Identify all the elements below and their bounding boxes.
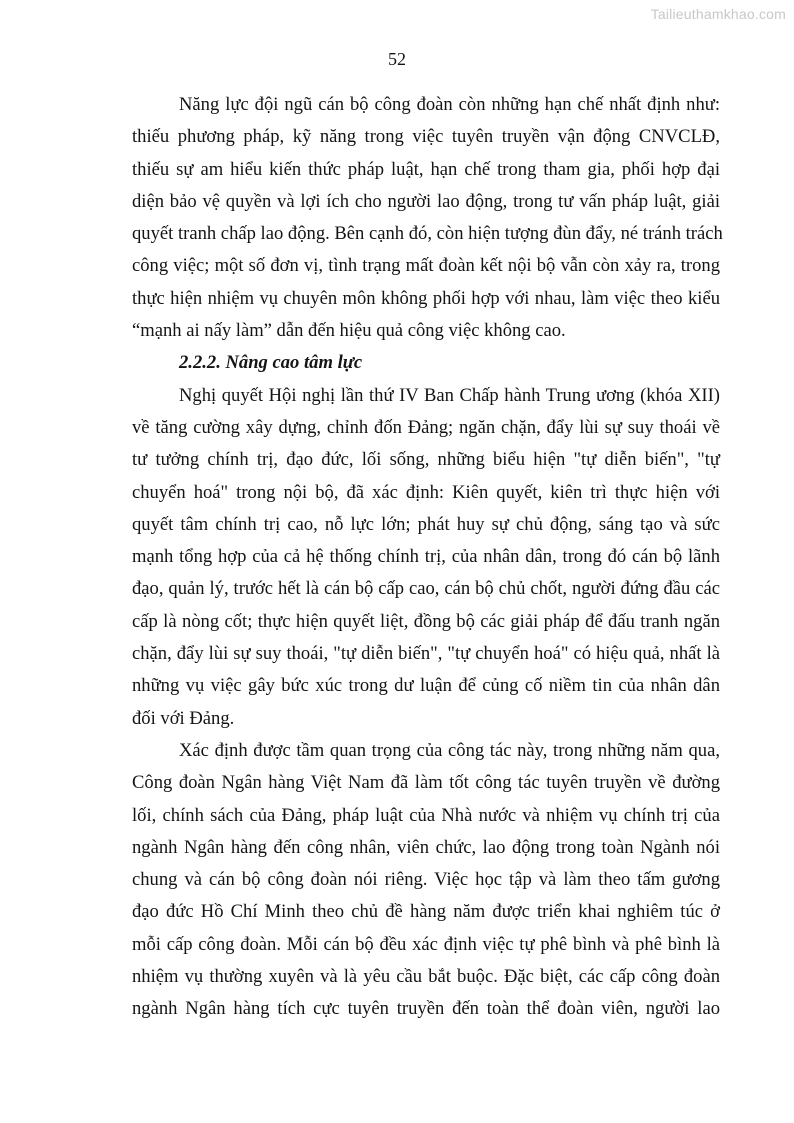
text-line: đạo đức Hồ Chí Minh theo chủ đề hàng năm được triển khai nghiêm túc ở [132,901,720,923]
paragraph-3 [132,735,720,1026]
text-line: đối với Đảng. [132,707,235,729]
text-line: diện bảo vệ quyền và lợi ích cho người lao động, trong tư vấn pháp luật, giải [132,190,720,212]
text-line: quyết tranh chấp lao động. Bên cạnh đó, còn hiện tượng đùn đẩy, né tránh trách [132,223,723,245]
text-line: cấp là nòng cốt; thực hiện quyết liệt, đồng bộ các giải pháp để đấu tranh ngăn [132,610,720,632]
text-line: những vụ việc gây bức xúc trong dư luận để củng cố niềm tin của nhân dân [132,675,720,697]
text-line: Nghị quyết Hội nghị lần thứ IV Ban Chấp hành Trung ương (khóa XII) [179,384,720,406]
text-line: ngành Ngân hàng tích cực tuyên truyền đến toàn thể đoàn viên, người lao [132,998,720,1020]
text-line: đạo, quản lý, trước hết là cán bộ cấp cao, cán bộ chủ chốt, người đứng đầu các [132,578,720,600]
text-line: “mạnh ai nấy làm” dẫn đến hiệu quả công việc không cao. [132,320,566,342]
text-line: thiếu sự am hiểu kiến thức pháp luật, hạn chế trong tham gia, phối hợp đại [132,158,720,180]
page-number: 52 [388,49,406,69]
text-line: công việc; một số đơn vị, tình trạng mất đoàn kết nội bộ vẫn còn xảy ra, trong [132,255,720,277]
section-heading: 2.2.2. Nâng cao tâm lực [179,352,363,374]
text-line: lối, chính sách của Đảng, pháp luật của Nhà nước và nhiệm vụ chính trị của [132,804,720,826]
text-line: nhiệm vụ thường xuyên và là yêu cầu bắt buộc. Đặc biệt, các cấp công đoàn [132,966,720,988]
text-line: thiếu phương pháp, kỹ năng trong việc tuyên truyền vận động CNVCLĐ, [132,126,720,148]
paragraph-1 [132,89,723,347]
text-line: Năng lực đội ngũ cán bộ công đoàn còn những hạn chế nhất định như: [179,94,720,115]
text-line: về tăng cường xây dựng, chỉnh đốn Đảng; ngăn chặn, đẩy lùi sự suy thoái về [132,416,720,438]
text-line: Xác định được tầm quan trọng của công tác này, trong những năm qua, [179,739,720,761]
paragraph-2 [132,380,720,735]
text-line: Công đoàn Ngân hàng Việt Nam đã làm tốt công tác tuyên truyền về đường [132,772,720,794]
watermark: Tailieuthamkhao.com [650,6,786,22]
text-line: mỗi cấp công đoàn. Mỗi cán bộ đều xác định việc tự phê bình và phê bình là [132,933,720,955]
text-line: quyết tâm chính trị cao, nỗ lực lớn; phát huy sự chủ động, sáng tạo và sức [132,513,720,535]
text-line: chặn, đẩy lùi sự suy thoái, "tự diễn biến", "tự chuyển hoá" có hiệu quả, nhất là [132,643,720,665]
text-line: mạnh tổng hợp của cả hệ thống chính trị, của nhân dân, trong đó cán bộ lãnh [132,546,720,568]
text-line: chuyển hoá" trong nội bộ, đã xác định: Kiên quyết, kiên trì thực hiện với [132,481,720,503]
text-line: tư tưởng chính trị, đạo đức, lối sống, những biểu hiện "tự diễn biến", "tự [132,449,720,471]
text-line: chung và cán bộ công đoàn nói riêng. Việc học tập và làm theo tấm gương [132,869,720,891]
document-body [132,89,723,1026]
text-line: ngành Ngân hàng đến công nhân, viên chức, lao động trong toàn Ngành nói [132,836,720,858]
text-line: thực hiện nhiệm vụ chuyên môn không phối hợp với nhau, làm việc theo kiểu [132,287,720,309]
